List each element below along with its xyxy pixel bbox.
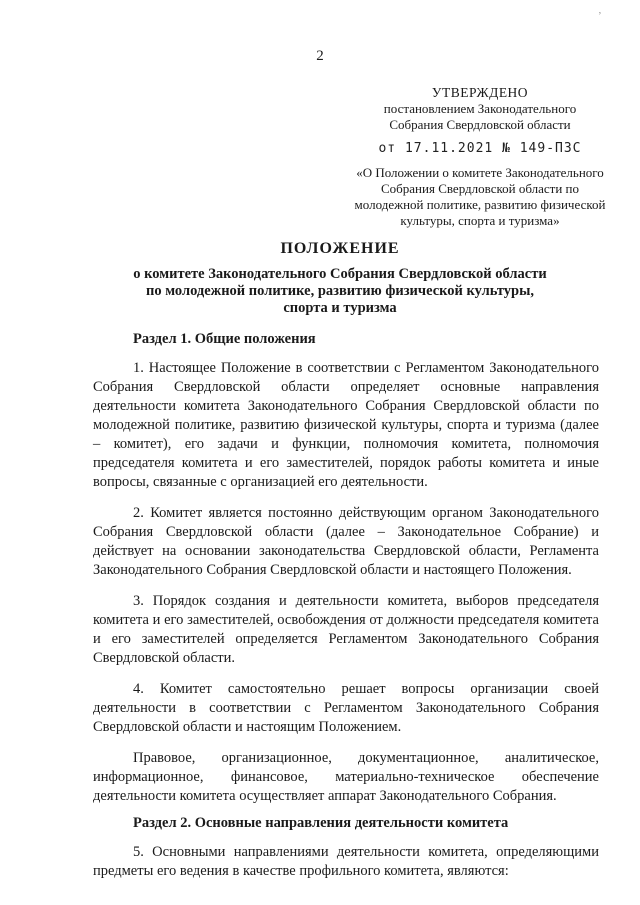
corner-mark: ’: [598, 10, 602, 22]
document-subtitle: спорта и туризма: [283, 300, 397, 316]
approval-reference: «О Положении о комитете Законодательного: [356, 165, 604, 180]
paragraph: 2. Комитет является постоянно действующим органом Законодательного Собрания Свердловской области (далее – Законодательное Собрание) и действует на основании законодательства Свердловской области, Регламента Законодательного Собрания Свердловской области и настоящего Положения.: [93, 505, 599, 578]
document-subtitle: по молодежной политике, развитию физической культуры,: [145, 283, 535, 299]
approval-title: УТВЕРЖДЕНО: [431, 85, 529, 100]
document-title: ПОЛОЖЕНИЕ: [280, 240, 400, 257]
paragraph: Правовое, организационное, документационное, аналитическое, информационное, финансовое, материально-техническое обеспечение деятельности комитета осуществляет аппарат Законодательного Собрания.: [93, 750, 599, 804]
document-heading: [100, 240, 580, 317]
paragraph: 3. Порядок создания и деятельности комитета, выборов председателя комитета и его заместителей, освобождения от должности председателя комитета и его заместителей определяется Регламентом Законодательного Собрания Свердловской области.: [93, 593, 599, 666]
section-title: Раздел 1. Общие положения: [133, 331, 316, 347]
section-title: Раздел 2. Основные направления деятельности комитета: [133, 815, 509, 831]
paragraph: 1. Настоящее Положение в соответствии с Регламентом Законодательного Собрания Свердловской области определяет основные направления деятельности комитета Законодательного Собрания Свердловской области по молодежной политике, развитию физической культуры, спорта и туризма (далее – комитет), его задачи и функции, полномочия комитета, полномочия председателя комитета и его заместителей, порядок работы комитета и иные вопросы, связанные с организацией его деятельности.: [93, 360, 599, 490]
approval-order-number: от 17.11.2021 № 149-ПЗС: [378, 141, 582, 156]
approval-reference: культуры, спорта и туризма»: [400, 213, 560, 228]
document-subtitle: о комитете Законодательного Собрания Свердловской области: [133, 266, 547, 282]
page-number: 2: [316, 48, 324, 64]
document-body: [93, 330, 599, 893]
approval-block: [340, 85, 620, 229]
approval-reference: Собрания Свердловской области по: [381, 181, 579, 196]
approval-line: Собрания Свердловской области: [389, 117, 571, 132]
paragraph: 4. Комитет самостоятельно решает вопросы организации своей деятельности в соответствии с Регламентом Законодательного Собрания Свердловской области и настоящим Положением.: [93, 681, 599, 735]
approval-reference: молодежной политике, развитию физической: [354, 197, 606, 212]
approval-line: постановлением Законодательного: [383, 101, 577, 116]
paragraph: 5. Основными направлениями деятельности комитета, определяющими предметы его ведения в качестве профильного комитета, являются:: [93, 844, 599, 879]
